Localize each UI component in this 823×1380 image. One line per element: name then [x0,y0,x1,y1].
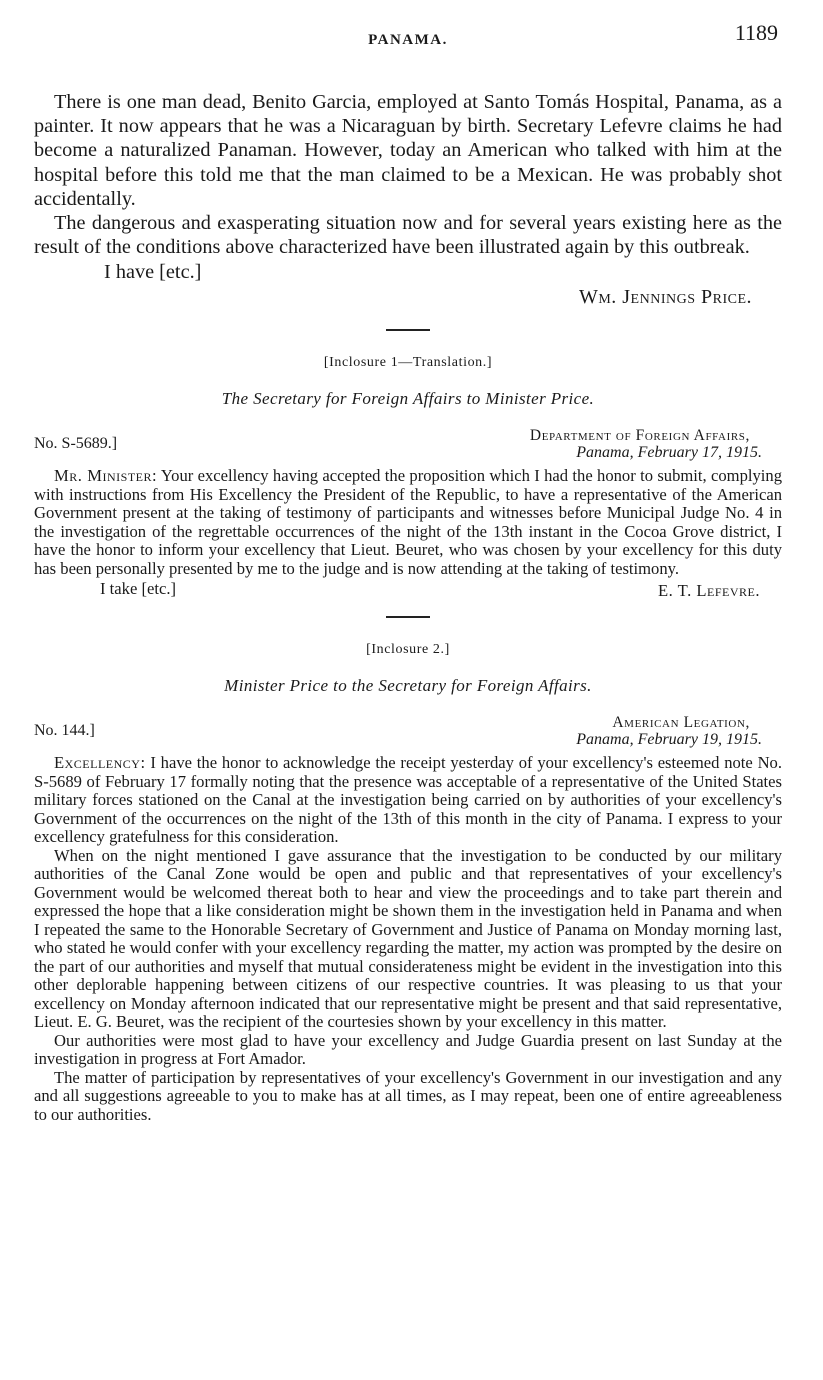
document-number: No. 144.] [34,722,95,740]
paragraph: When on the night mentioned I gave assurance that the investigation to be conducted by our military authorities of the Canal Zone would be open and public and that representatives of your excellency's Government would be welcomed thereat both to hear and view the proceedings and to take part therein and expressed the hope that a like consideration might be shown them in the investigation held in Panama and when I repeated the same to the Honorable Secretary of Government and Justice of Panama on Monday morning last, who stated he would confer with your excellency regarding the matter, my action was prompted by the desire on the part of our authorities and myself that mutual considerateness might be evident in the investigation into this other deplorable happening between citizens of our respective countries. It was pleasing to us that your excellency on Monday afternoon indicated that our representative might be present and that said representative, Lieut. E. G. Beuret, was the recipient of the courtesies shown by your excellency in this matter. [34,845,782,1032]
letter-date: Panama, February 19, 1915. [576,731,762,749]
section-divider [386,329,430,331]
paragraph: The matter of participation by representatives of your excellency's Government in our investigation and any and all suggestions agreeable to you to make has at all times, as I may repeat, been one of entire agreeableness to our authorities. [34,1067,782,1124]
paragraph: There is one man dead, Benito Garcia, employed at Santo Tomás Hospital, Panama, as a painter. It now appears that he was a Nicaraguan by birth. Secretary Lefevre claims he had become a naturalized Panaman. However, today an American who talked with him at the hospital before this told me that the man claimed to be a Mexican. He was probably shot accidentally. [34,91,782,210]
dateline [34,714,782,754]
inclosure-label: [Inclosure 2.] [366,642,450,658]
signature: E. T. Lefevre. [658,581,760,601]
paragraph: The dangerous and exasperating situation now and for several years existing here as the result of the conditions above characterized have been illustrated again by this outbreak. [34,212,782,259]
page-header [34,18,782,58]
inclosure-1 [34,355,782,602]
letter-title: Minister Price to the Secretary for Foreign Affairs. [224,676,592,696]
salutation: Mr. Minister: [54,466,158,486]
office-name: American Legation, [612,714,750,732]
running-head: PANAMA. [368,32,448,48]
paragraph [34,754,782,847]
letter-title: The Secretary for Foreign Affairs to Minister Price. [221,389,595,409]
paragraph [34,467,782,578]
letter-body [34,467,782,578]
document-page [34,18,782,1124]
document-number: No. S-5689.] [34,435,118,453]
dateline [34,427,782,467]
letter-date: Panama, February 17, 1915. [576,444,762,462]
salutation: Excellency: [54,753,146,773]
closing: I take [etc.] [100,579,177,599]
inclosure-label: [Inclosure 1—Translation.] [323,355,493,371]
section-divider [386,616,430,618]
paragraph-text: I have the honor to acknowledge the receipt yesterday of your excellency's esteemed note No. S-5689 of February 17 formally noting that the presence was acceptable of a representative of the United States military forces stationed on the Canal at the investigation being carried on by authorities of your excellency's Government of the occurrences on the night of the 13th of this month in the city of Panama. I express to your excellency gratefulness for this consideration. [34,753,782,847]
page-number: 1189 [734,20,778,45]
letter-continuation [34,90,782,309]
paragraph: Our authorities were most glad to have your excellency and Judge Guardia present on last Sunday at the investigation in progress at Fort Amador. [34,1030,782,1069]
closing-line [34,580,782,602]
inclosure-2 [34,642,782,1124]
signature: Wm. Jennings Price. [578,286,752,309]
closing: I have [etc.] [104,261,202,284]
paragraph-text: Your excellency having accepted the proposition which I had the honor to submit, complying with instructions from His Excellency the President of the Republic, to have a representative of the American Government present at the taking of testimony of participants and witnesses before Municipal Judge No. 4 in the investigation of the regrettable occurrences of the night of the 13th instant in the Cocoa Grove district, I have the honor to inform your excellency that Lieut. Beuret, who was chosen by your excellency for this duty has been personally presented by me to the judge and is now attending at the taking of testimony. [34,466,783,578]
office-name: Department of Foreign Affairs, [529,427,750,445]
letter-body [34,754,782,1124]
